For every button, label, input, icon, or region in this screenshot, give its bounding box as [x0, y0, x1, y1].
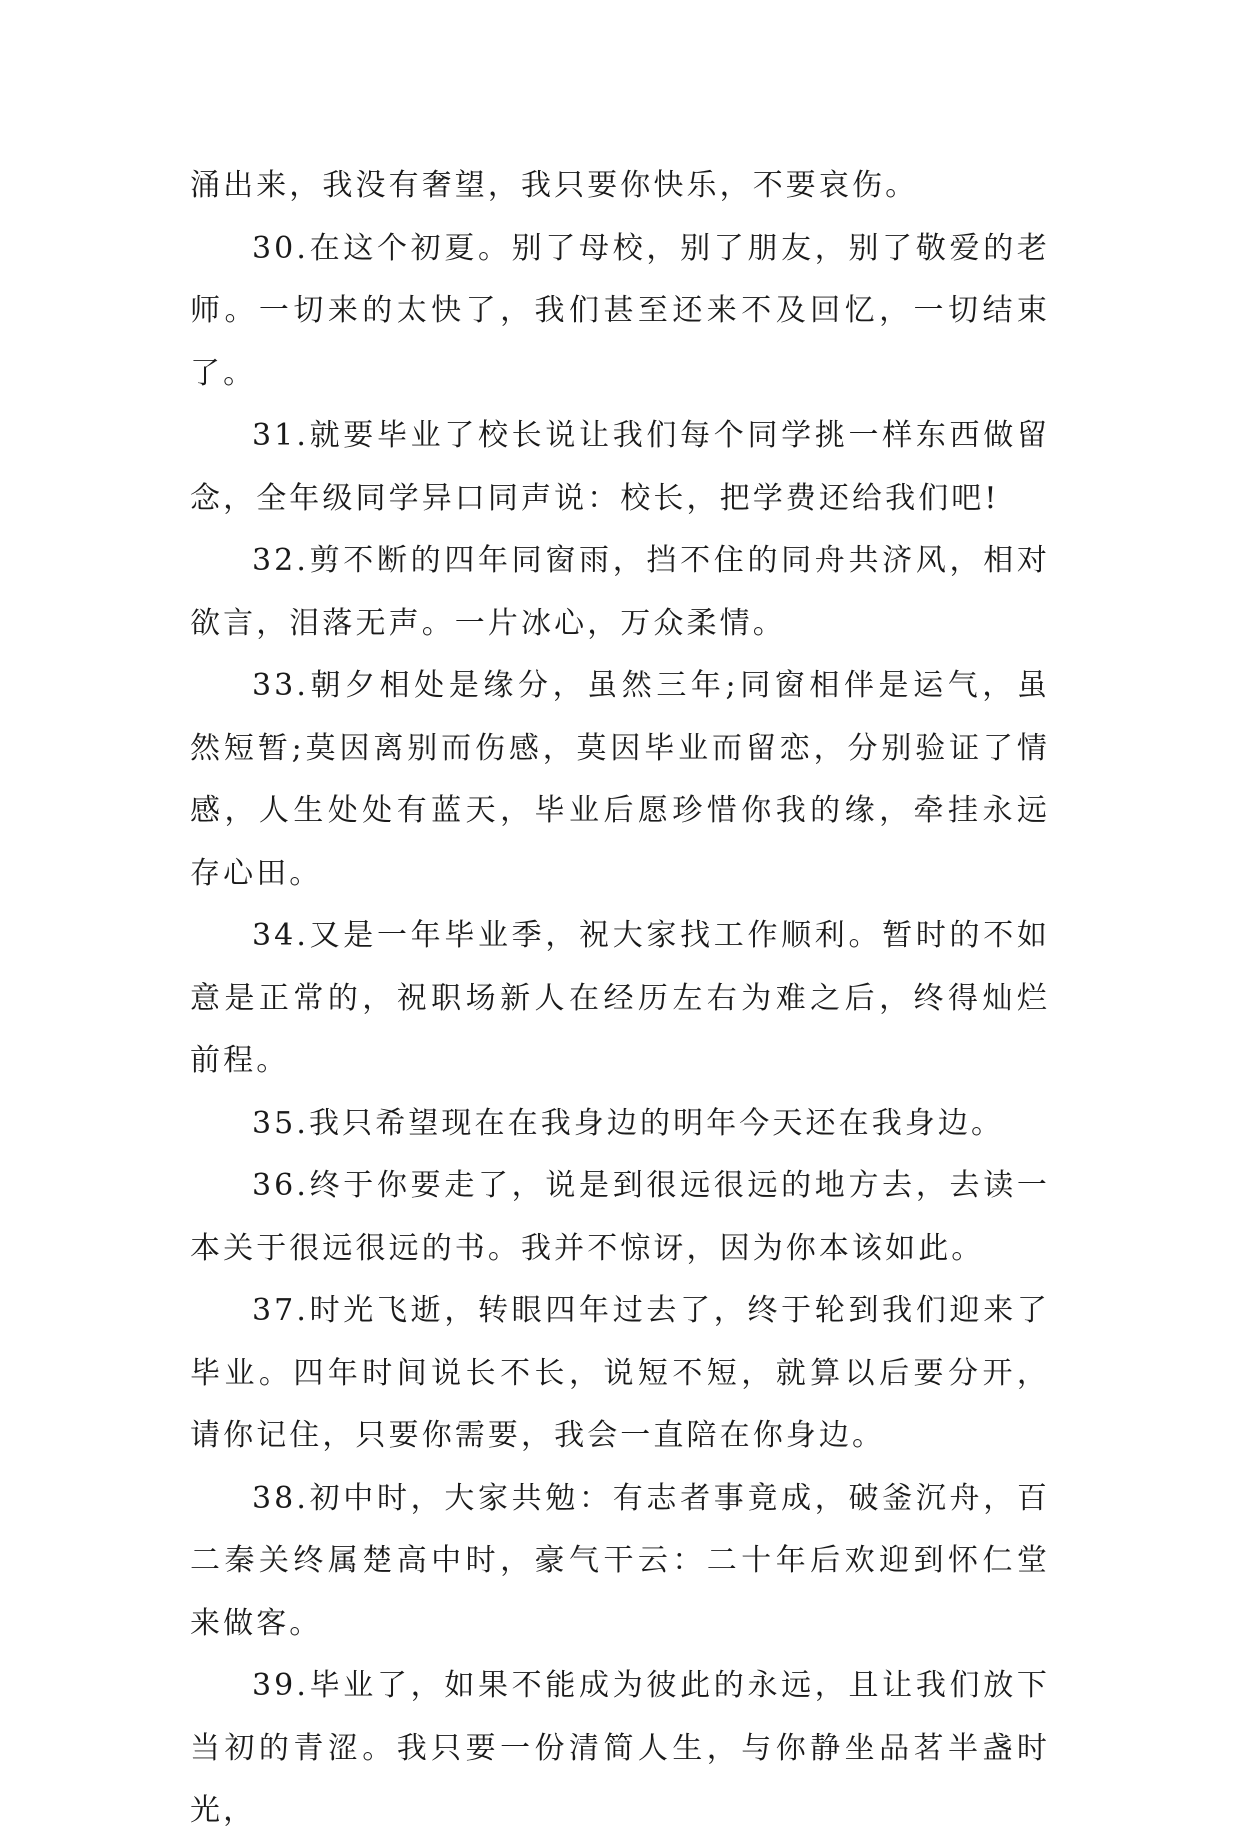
paragraph-33: 33.朝夕相处是缘分，虽然三年;同窗相伴是运气，虽然短暂;莫因离别而伤感，莫因毕业而留恋，分别验证了情感，人生处处有蓝天，毕业后愿珍惜你我的缘，牵挂永远存心田。: [190, 668, 1050, 891]
paragraph-36: 36.终于你要走了，说是到很远很远的地方去，去读一本关于很远很远的书。我并不惊讶，因为你本该如此。: [190, 1168, 1050, 1266]
document-body: [190, 155, 1050, 1843]
paragraph: 涌出来，我没有奢望，我只要你快乐，不要哀伤。: [190, 168, 919, 203]
paragraph-31: 31.就要毕业了校长说让我们每个同学挑一样东西做留念，全年级同学异口同声说：校长，把学费还给我们吧!: [190, 418, 1050, 516]
paragraph-30: 30.在这个初夏。别了母校，别了朋友，别了敬爱的老师。一切来的太快了，我们甚至还来不及回忆，一切结束了。: [190, 230, 1050, 391]
paragraph-35: 35.我只希望现在在我身边的明年今天还在我身边。: [252, 1105, 1005, 1141]
paragraph-38: 38.初中时，大家共勉：有志者事竟成，破釜沉舟，百二秦关终属楚高中时，豪气干云：二十年后欢迎到怀仁堂来做客。: [190, 1480, 1050, 1641]
paragraph-32: 32.剪不断的四年同窗雨，挡不住的同舟共济风，相对欲言，泪落无声。一片冰心，万众柔情。: [190, 543, 1050, 641]
paragraph-34: 34.又是一年毕业季，祝大家找工作顺利。暂时的不如意是正常的，祝职场新人在经历左右为难之后，终得灿烂前程。: [190, 918, 1050, 1078]
paragraph-39: 39.毕业了，如果不能成为彼此的永远，且让我们放下当初的青涩。我只要一份清简人生，与你静坐品茗半盏时光，: [190, 1668, 1050, 1828]
paragraph-37: 37.时光飞逝，转眼四年过去了，终于轮到我们迎来了毕业。四年时间说长不长，说短不短，就算以后要分开，请你记住，只要你需要，我会一直陪在你身边。: [190, 1293, 1050, 1453]
